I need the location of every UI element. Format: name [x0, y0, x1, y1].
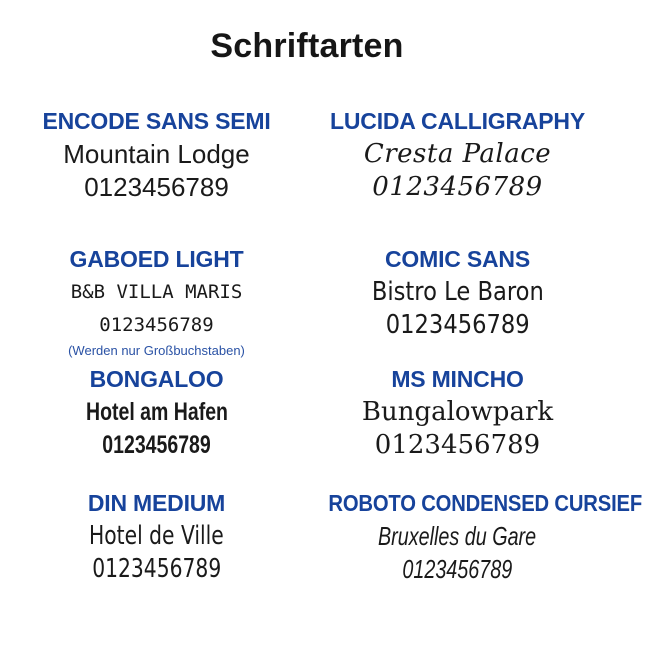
font-heading: MS MINCHO: [391, 366, 524, 392]
font-sample-digits: 0123456789: [372, 172, 543, 202]
font-card-lucida-calligraphy: [307, 104, 608, 204]
font-note: (Werden nur Großbuchstaben): [68, 343, 245, 358]
specimen-row: [6, 362, 608, 462]
font-sample-name: B&B VILLA MARIS: [70, 281, 243, 303]
font-sample-name: Mountain Lodge: [63, 139, 250, 169]
font-card-din-medium: [6, 486, 307, 586]
specimen-sheet: [6, 0, 643, 586]
font-heading: COMIC SANS: [385, 246, 530, 272]
font-sample-digits: 0123456789: [402, 554, 513, 584]
font-sample-name: Hotel de Ville: [89, 521, 224, 551]
font-sample-digits: 0123456789: [91, 554, 222, 584]
specimen-row: [6, 486, 643, 586]
specimen-row: [6, 104, 608, 204]
font-sample-name: Cresta Palace: [363, 139, 552, 169]
font-heading: ENCODE SANS SEMI: [42, 108, 271, 134]
page-title: Schriftarten: [210, 27, 404, 65]
specimen-row: [6, 242, 608, 360]
font-card-bongaloo: [6, 362, 307, 462]
font-card-comic-sans: [307, 242, 608, 360]
font-sample-digits: 0123456789: [99, 314, 214, 336]
font-card-ms-mincho: [307, 362, 608, 462]
font-card-gaboed-light: [6, 242, 307, 360]
font-sample-name: Hotel am Hafen: [85, 398, 228, 426]
font-heading: LUCIDA CALLIGRAPHY: [330, 108, 585, 134]
font-sample-digits: 0123456789: [84, 172, 229, 202]
font-heading: ROBOTO CONDENSED CURSIEF: [328, 490, 643, 516]
font-sample-name: Bungalowpark: [361, 397, 554, 427]
font-heading: DIN MEDIUM: [87, 490, 226, 516]
font-sample-digits: 0123456789: [102, 431, 211, 459]
font-card-roboto-condensed-cursief: [307, 486, 643, 586]
font-card-encode-sans-semi: [6, 104, 307, 204]
font-sample-name: Bruxelles du Gare: [378, 521, 537, 551]
font-heading: BONGALOO: [89, 366, 224, 392]
font-heading: GABOED LIGHT: [69, 246, 244, 272]
font-sample-name: Bistro Le Baron: [371, 277, 544, 307]
font-sample-digits: 0123456789: [385, 310, 530, 340]
font-sample-digits: 0123456789: [374, 430, 541, 460]
